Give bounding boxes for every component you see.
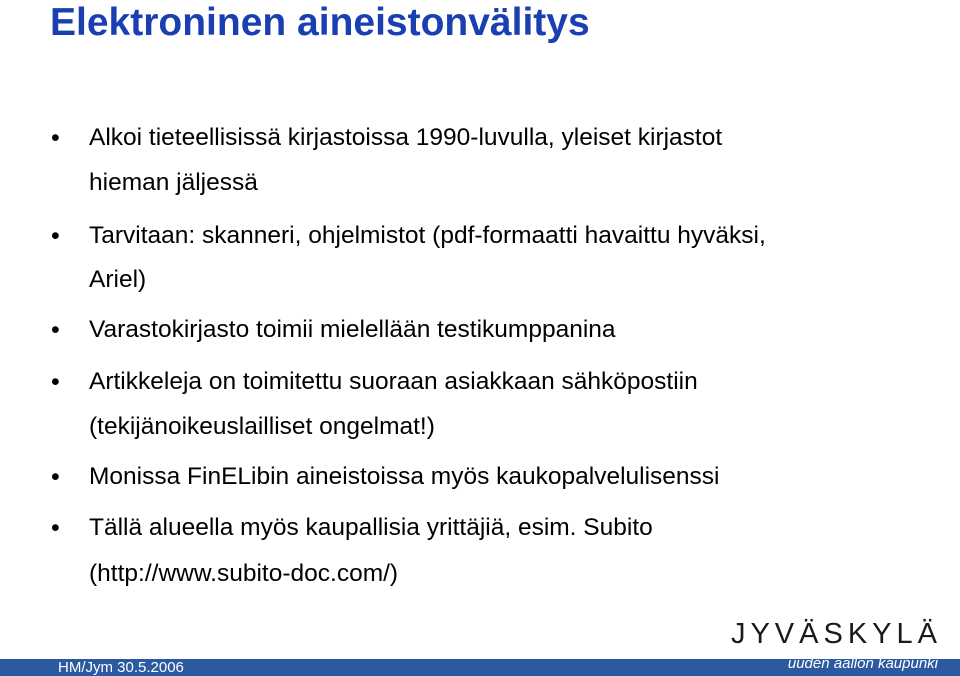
bullet-line: Artikkeleja on toimitettu suoraan asiakkaan sähköpostiin: [89, 368, 698, 395]
bullet-line: Alkoi tieteellisissä kirjastoissa 1990-luvulla, yleiset kirjastot: [89, 124, 723, 151]
bullet-line: Tällä alueella myös kaupallisia yrittäjiä, esim. Subito: [89, 514, 653, 541]
bullet-marker: •: [51, 463, 60, 491]
footer-date-label: HM/Jym 30.5.2006: [58, 659, 184, 676]
bullet-line: Ariel): [89, 266, 147, 293]
bullet-marker: •: [51, 222, 60, 250]
logo-tagline: uuden aallon kaupunki: [787, 655, 938, 672]
jyvaskyla-logo: JYVÄSKYLÄ: [730, 618, 942, 650]
bullet-marker: •: [51, 124, 60, 152]
bullet-line: Tarvitaan: skanneri, ohjelmistot (pdf-formaatti havaittu hyväksi,: [89, 222, 766, 249]
bullet-line: Varastokirjasto toimii mielellään testikumppanina: [89, 316, 616, 343]
slide-title: Elektroninen aineistonvälitys: [50, 1, 590, 44]
bullet-marker: •: [51, 316, 60, 344]
bullet-marker: •: [51, 368, 60, 396]
bullet-line: Monissa FinELibin aineistoissa myös kaukopalvelulisenssi: [89, 463, 720, 490]
bullet-line: hieman jäljessä: [89, 169, 258, 196]
bullet-marker: •: [51, 514, 60, 542]
bullet-line: (tekijänoikeuslailliset ongelmat!): [89, 413, 435, 440]
bullet-line: (http://www.subito-doc.com/): [89, 560, 399, 587]
